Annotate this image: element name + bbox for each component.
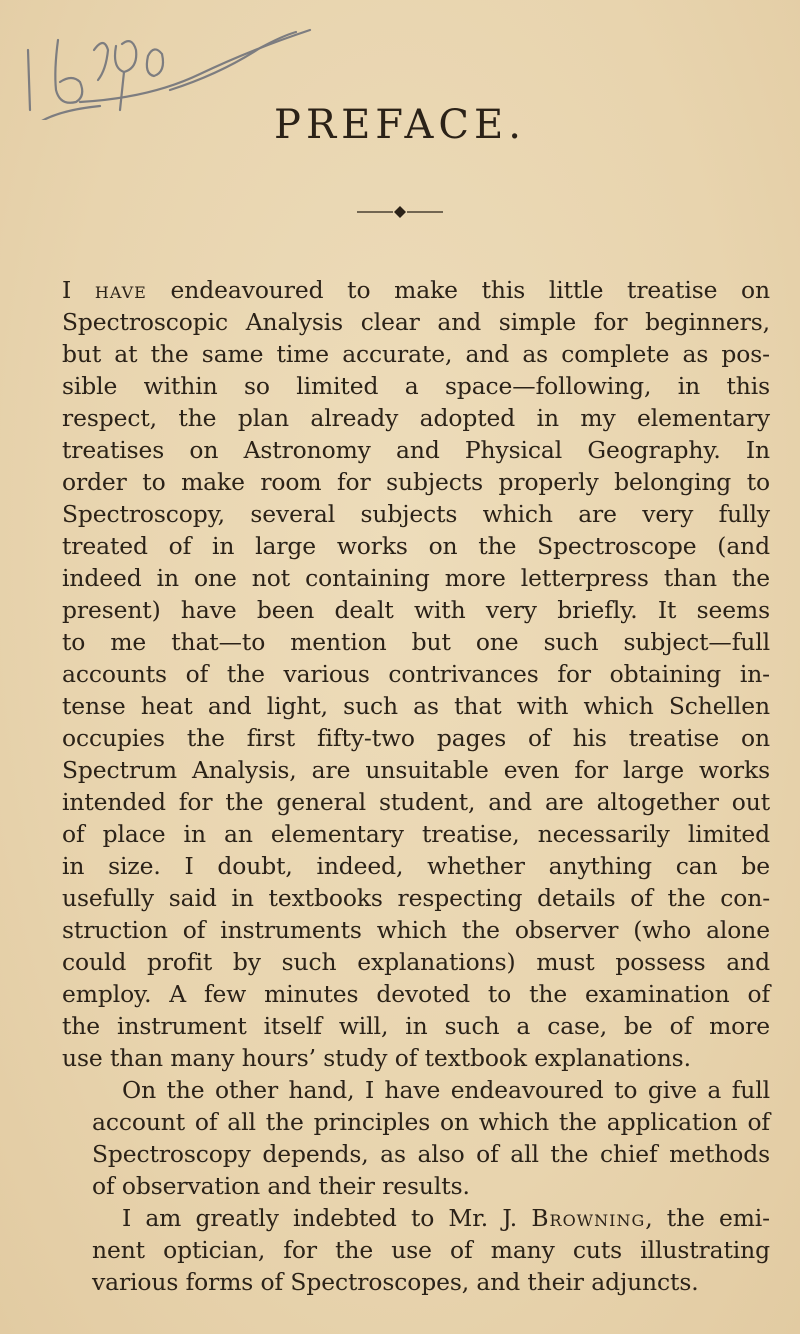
text-line: to me that—to mention but one such subject—full [62, 628, 770, 656]
text-line: usefully said in textbooks respecting details of the con- [62, 884, 770, 912]
text-line: could profit by such explanations) must possess and [62, 948, 770, 976]
text-line: occupies the first fifty-two pages of his treatise on [62, 724, 770, 752]
text-line: account of all the principles on which the application of [92, 1108, 770, 1136]
text-line: employ. A few minutes devoted to the examination of [62, 980, 770, 1008]
text-line: various forms of Spectroscopes, and their adjuncts. [92, 1268, 699, 1296]
text-line: treatises on Astronomy and Physical Geography. In [62, 436, 770, 464]
text-line: but at the same time accurate, and as complete as pos- [62, 340, 770, 368]
text-line: present) have been dealt with very briefly. It seems [62, 596, 770, 624]
lead-word: I [62, 276, 72, 304]
text-line: Spectroscopy depends, as also of all the chief methods [92, 1140, 770, 1168]
line-text: endeavoured to make this little treatise on [170, 276, 770, 304]
text-line: order to make room for subjects properly belonging to [62, 468, 770, 496]
text-line [62, 274, 770, 306]
text-line: tense heat and light, such as that with which Schellen [62, 692, 770, 720]
paragraph-3 [62, 1202, 770, 1298]
page-title: PREFACE. [274, 102, 526, 148]
lead-smallcaps: have [94, 276, 147, 304]
text-line: Spectrum Analysis, are unsuitable even for large works [62, 756, 770, 784]
text-line [62, 1202, 770, 1234]
text-line: respect, the plan already adopted in my elementary [62, 404, 770, 432]
text-line: Spectroscopy, several subjects which are very fully [62, 500, 770, 528]
text-line: indeed in one not containing more letterpress than the [62, 564, 770, 592]
preface-body [62, 274, 770, 1298]
text-line: of observation and their results. [92, 1172, 470, 1200]
text-line: intended for the general student, and are altogether out [62, 788, 770, 816]
text-line: nent optician, for the use of many cuts illustrating [92, 1236, 770, 1264]
text-line: treated of in large works on the Spectroscope (and [62, 532, 770, 560]
line-text: I am greatly indebted to Mr. J. [122, 1204, 518, 1232]
text-line: the instrument itself will, in such a case, be of more [62, 1012, 770, 1040]
text-line: sible within so limited a space—following, in this [62, 372, 770, 400]
name-smallcaps: Browning [531, 1204, 646, 1232]
text-line: use than many hours’ study of textbook explanations. [62, 1044, 691, 1072]
divider-ornament [355, 205, 445, 219]
line-text: , the emi- [645, 1204, 770, 1232]
text-line: On the other hand, I have endeavoured to give a full [122, 1076, 770, 1104]
paragraph-2 [62, 1074, 770, 1202]
text-line: struction of instruments which the observer (who alone [62, 916, 770, 944]
paragraph-1 [62, 274, 770, 1074]
text-line: in size. I doubt, indeed, whether anything can be [62, 852, 770, 880]
text-line: of place in an elementary treatise, necessarily limited [62, 820, 770, 848]
text-line: Spectroscopic Analysis clear and simple for beginners, [62, 308, 770, 336]
text-line: accounts of the various contrivances for obtaining in- [62, 660, 770, 688]
